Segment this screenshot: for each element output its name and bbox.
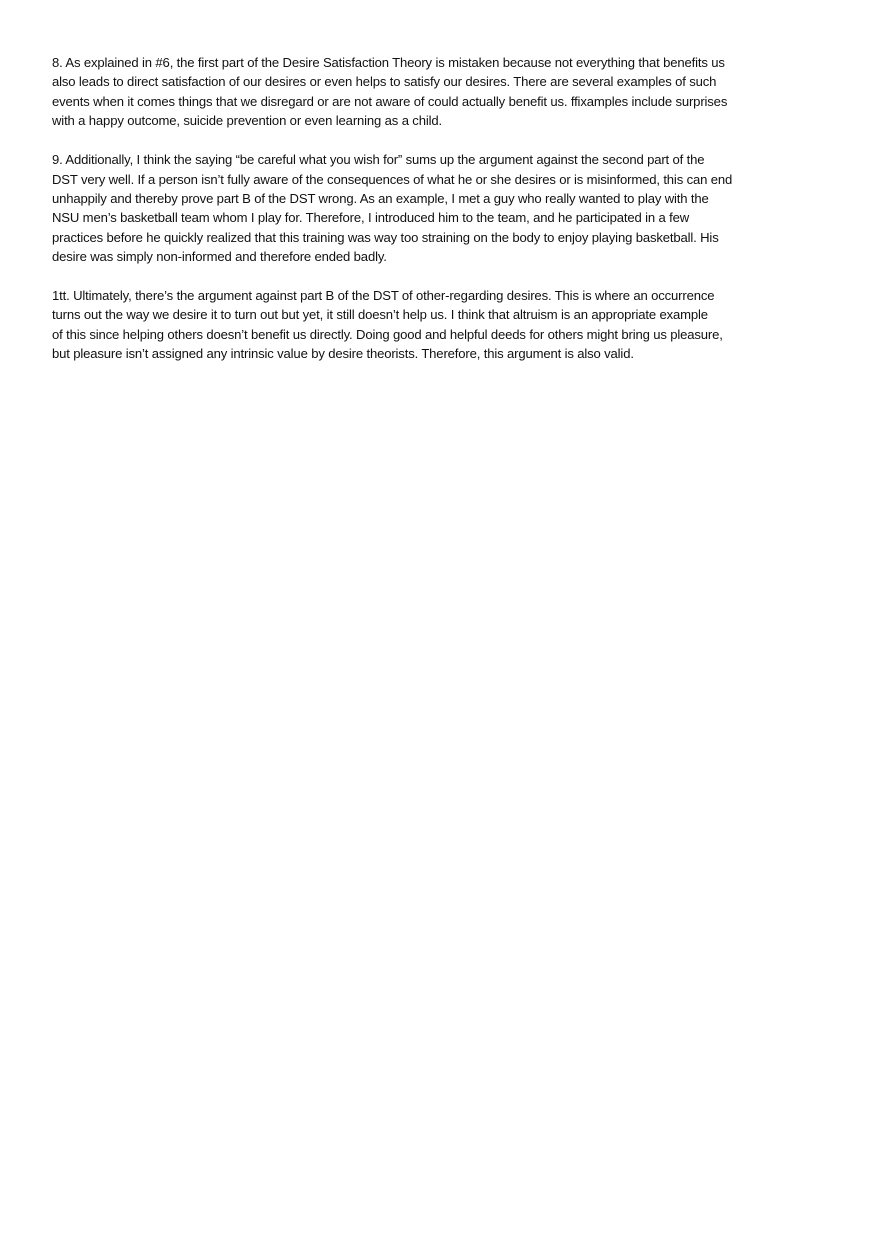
text-line: events when it comes things that we disregard or are not aware of could actually benefit us. ffixamples include surprises <box>52 93 728 109</box>
text-line: DST very well. If a person isn’t fully aware of the consequences of what he or she desires or is misinformed, this can end <box>52 171 733 187</box>
document-page <box>52 53 832 383</box>
text-line: desire was simply non-informed and therefore ended badly. <box>52 249 387 265</box>
text-line: NSU men’s basketball team whom I play for. Therefore, I introduced him to the team, and he participated in a few <box>52 210 690 226</box>
text-line: 9. Additionally, I think the saying “be careful what you wish for” sums up the argument against the second part of the <box>52 152 705 168</box>
paragraph <box>52 53 832 131</box>
text-line: turns out the way we desire it to turn out but yet, it still doesn’t help us. I think that altruism is an appropriate example <box>52 307 708 323</box>
text-line: 8. As explained in #6, the first part of the Desire Satisfaction Theory is mistaken because not everything that benefits us <box>52 55 725 70</box>
text-line: unhappily and thereby prove part B of the DST wrong. As an example, I met a guy who really wanted to play with the <box>52 190 709 206</box>
text-line: also leads to direct satisfaction of our desires or even helps to satisfy our desires. There are several examples of such <box>52 74 717 90</box>
paragraph <box>52 286 832 364</box>
text-line: but pleasure isn’t assigned any intrinsic value by desire theorists. Therefore, this argument is also valid. <box>52 346 634 362</box>
text-line: 1tt. Ultimately, there’s the argument against part B of the DST of other-regarding desires. This is where an occurrence <box>52 288 715 304</box>
paragraph <box>52 150 832 266</box>
text-line: of this since helping others doesn’t benefit us directly. Doing good and helpful deeds for others might bring us pleasure, <box>52 326 723 342</box>
text-line: practices before he quickly realized that this training was way too straining on the body to enjoy playing basketball. His <box>52 229 719 245</box>
text-line: with a happy outcome, suicide prevention or even learning as a child. <box>52 113 442 129</box>
